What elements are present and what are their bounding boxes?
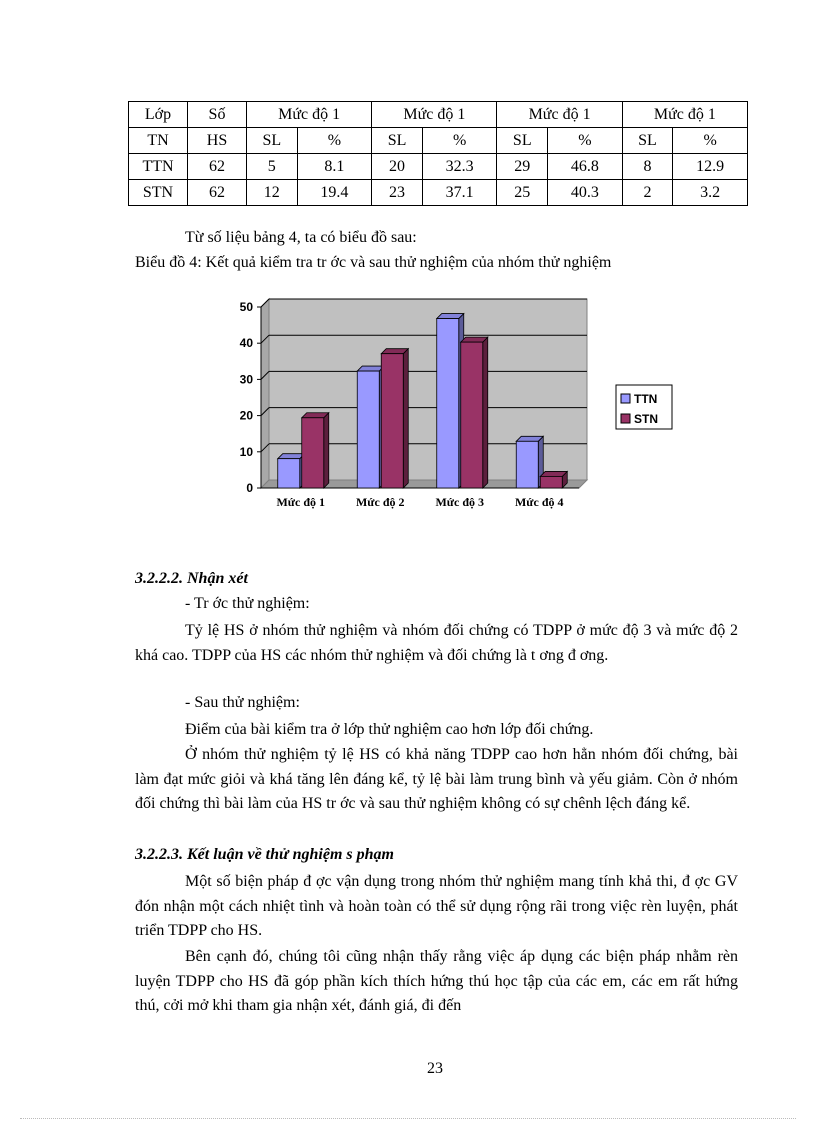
y-tick-label: 40 xyxy=(239,336,253,351)
bar-ttn-top xyxy=(437,314,464,319)
table-cell: 19.4 xyxy=(297,180,372,206)
y-tick-label: 30 xyxy=(239,372,253,387)
table-header-row-2 xyxy=(129,128,748,154)
x-tick-label: Mức độ 3 xyxy=(435,495,485,509)
conclusion-paragraph-2: Bên cạnh đó, chúng tôi cũng nhận thấy rằng việc áp dụng các biện pháp nhằm rèn luyện TDPP cho HS đã góp phần kích thích hứng thú học tập của các em, các em rất hứng thú, cởi mở khi tham gia nhận xét, đánh giá, đi đến xyxy=(135,948,738,1015)
bar-stn xyxy=(381,354,403,488)
conclusion-paragraph-1: Một số biện pháp đ ợc vận dụng trong nhóm thử nghiệm mang tính khả thi, đ ợc GV đón nhận một cách nhiệt tình và hoàn toàn có thể sử dụng rộng rãi trong việc rèn luyện, phát triển TDPP cho HS. xyxy=(135,873,738,940)
table-cell: 62 xyxy=(188,154,247,180)
bar-chart xyxy=(228,292,688,517)
table-header-cell: SL xyxy=(247,128,298,154)
table-header-cell: % xyxy=(422,128,497,154)
legend-label-ttn: TTN xyxy=(634,392,658,406)
table-header-cell: SL xyxy=(622,128,673,154)
results-table xyxy=(128,101,748,206)
before-label: - Tr ớc thử nghiệm: xyxy=(185,595,310,612)
after-label: - Sau thử nghiệm: xyxy=(185,694,300,711)
table-cell: 32.3 xyxy=(422,154,497,180)
table-header-cell: Số xyxy=(188,102,247,128)
section-heading-ket-luan: 3.2.2.3. Kết luận về thử nghiệm s phạm xyxy=(135,846,394,863)
x-tick-label: Mức độ 4 xyxy=(514,495,564,509)
bar-ttn xyxy=(278,459,300,488)
table-header-cell: Mức độ 1 xyxy=(622,102,747,128)
legend-swatch-ttn xyxy=(621,394,630,403)
table-cell: TTN xyxy=(129,154,188,180)
table-row xyxy=(129,180,748,206)
bar-stn xyxy=(540,476,562,488)
table-cell: 46.8 xyxy=(548,154,623,180)
page-bottom-divider xyxy=(20,1118,796,1119)
intro-line: Từ số liệu bảng 4, ta có biểu đồ sau: xyxy=(185,229,417,246)
table-cell: 20 xyxy=(372,154,423,180)
table-cell: 5 xyxy=(247,154,298,180)
table-header-cell: Mức độ 1 xyxy=(372,102,497,128)
bar-stn-side xyxy=(403,349,408,488)
bar-ttn-top xyxy=(278,454,305,459)
table-cell: 29 xyxy=(497,154,548,180)
table-header-cell: Lớp xyxy=(129,102,188,128)
bar-stn-top xyxy=(540,471,567,476)
table-row xyxy=(129,154,748,180)
table-header-cell: % xyxy=(548,128,623,154)
table-cell: 8 xyxy=(622,154,673,180)
table-cell: STN xyxy=(129,180,188,206)
bar-ttn-top xyxy=(516,436,543,441)
bar-ttn xyxy=(516,441,538,488)
after-paragraph-1: Điểm của bài kiểm tra ở lớp thử nghiệm cao hơn lớp đối chứng. xyxy=(185,721,594,738)
table-cell: 23 xyxy=(372,180,423,206)
table-cell: 62 xyxy=(188,180,247,206)
y-tick-label: 20 xyxy=(239,408,253,423)
legend-label-stn: STN xyxy=(634,412,658,426)
x-tick-label: Mức độ 2 xyxy=(355,495,405,509)
bar-stn-top xyxy=(381,349,408,354)
bar-stn-top xyxy=(302,413,329,418)
table-cell: 3.2 xyxy=(673,180,748,206)
table-header-cell: Mức độ 1 xyxy=(497,102,622,128)
x-tick-label: Mức độ 1 xyxy=(276,495,326,509)
table-header-cell: % xyxy=(673,128,748,154)
after-paragraph-2: Ở nhóm thử nghiệm tỷ lệ HS có khả năng TDPP cao hơn hẳn nhóm đối chứng, bài làm đạt mức giỏi và khá tăng lên đáng kể, tỷ lệ bài làm trung bình và yếu giảm. Còn ở nhóm đối chứng thì bài làm của HS tr ớc và sau thử nghiệm không có sự chênh lệch đáng kể. xyxy=(135,746,738,813)
chart-caption: Biểu đồ 4: Kết quả kiểm tra tr ớc và sau thử nghiệm của nhóm thử nghiệm xyxy=(135,254,612,271)
section-heading-nhan-xet: 3.2.2.2. Nhận xét xyxy=(135,570,248,587)
bar-stn xyxy=(302,418,324,488)
y-tick-label: 50 xyxy=(239,300,253,314)
table-cell: 2 xyxy=(622,180,673,206)
table-cell: 40.3 xyxy=(548,180,623,206)
bar-stn-side xyxy=(483,337,488,488)
page-number: 23 xyxy=(427,1060,443,1077)
table-header-cell: SL xyxy=(497,128,548,154)
table-cell: 12.9 xyxy=(673,154,748,180)
y-tick-label: 0 xyxy=(246,481,253,495)
table-header-cell: HS xyxy=(188,128,247,154)
bar-ttn xyxy=(437,319,459,488)
bar-ttn-top xyxy=(357,366,384,371)
table-cell: 25 xyxy=(497,180,548,206)
table-cell: 8.1 xyxy=(297,154,372,180)
plot-side-wall xyxy=(261,299,269,488)
table-header-cell: % xyxy=(297,128,372,154)
bar-stn-top xyxy=(461,337,488,342)
table-header-row-1 xyxy=(129,102,748,128)
bar-stn-side xyxy=(324,413,329,488)
bar-ttn xyxy=(357,371,379,488)
table-header-cell: SL xyxy=(372,128,423,154)
bar-stn xyxy=(461,342,483,488)
legend-swatch-stn xyxy=(621,414,630,423)
chart-svg xyxy=(228,292,688,517)
before-paragraph: Tỷ lệ HS ở nhóm thử nghiệm và nhóm đối chứng có TDPP ở mức độ 3 và mức độ 2 khá cao. TDPP của HS các nhóm thử nghiệm và đối chứng là t ơng đ ơng. xyxy=(135,622,738,664)
y-tick-label: 10 xyxy=(239,444,253,459)
table-cell: 37.1 xyxy=(422,180,497,206)
table-header-cell: TN xyxy=(129,128,188,154)
table-cell: 12 xyxy=(247,180,298,206)
table-header-cell: Mức độ 1 xyxy=(247,102,372,128)
